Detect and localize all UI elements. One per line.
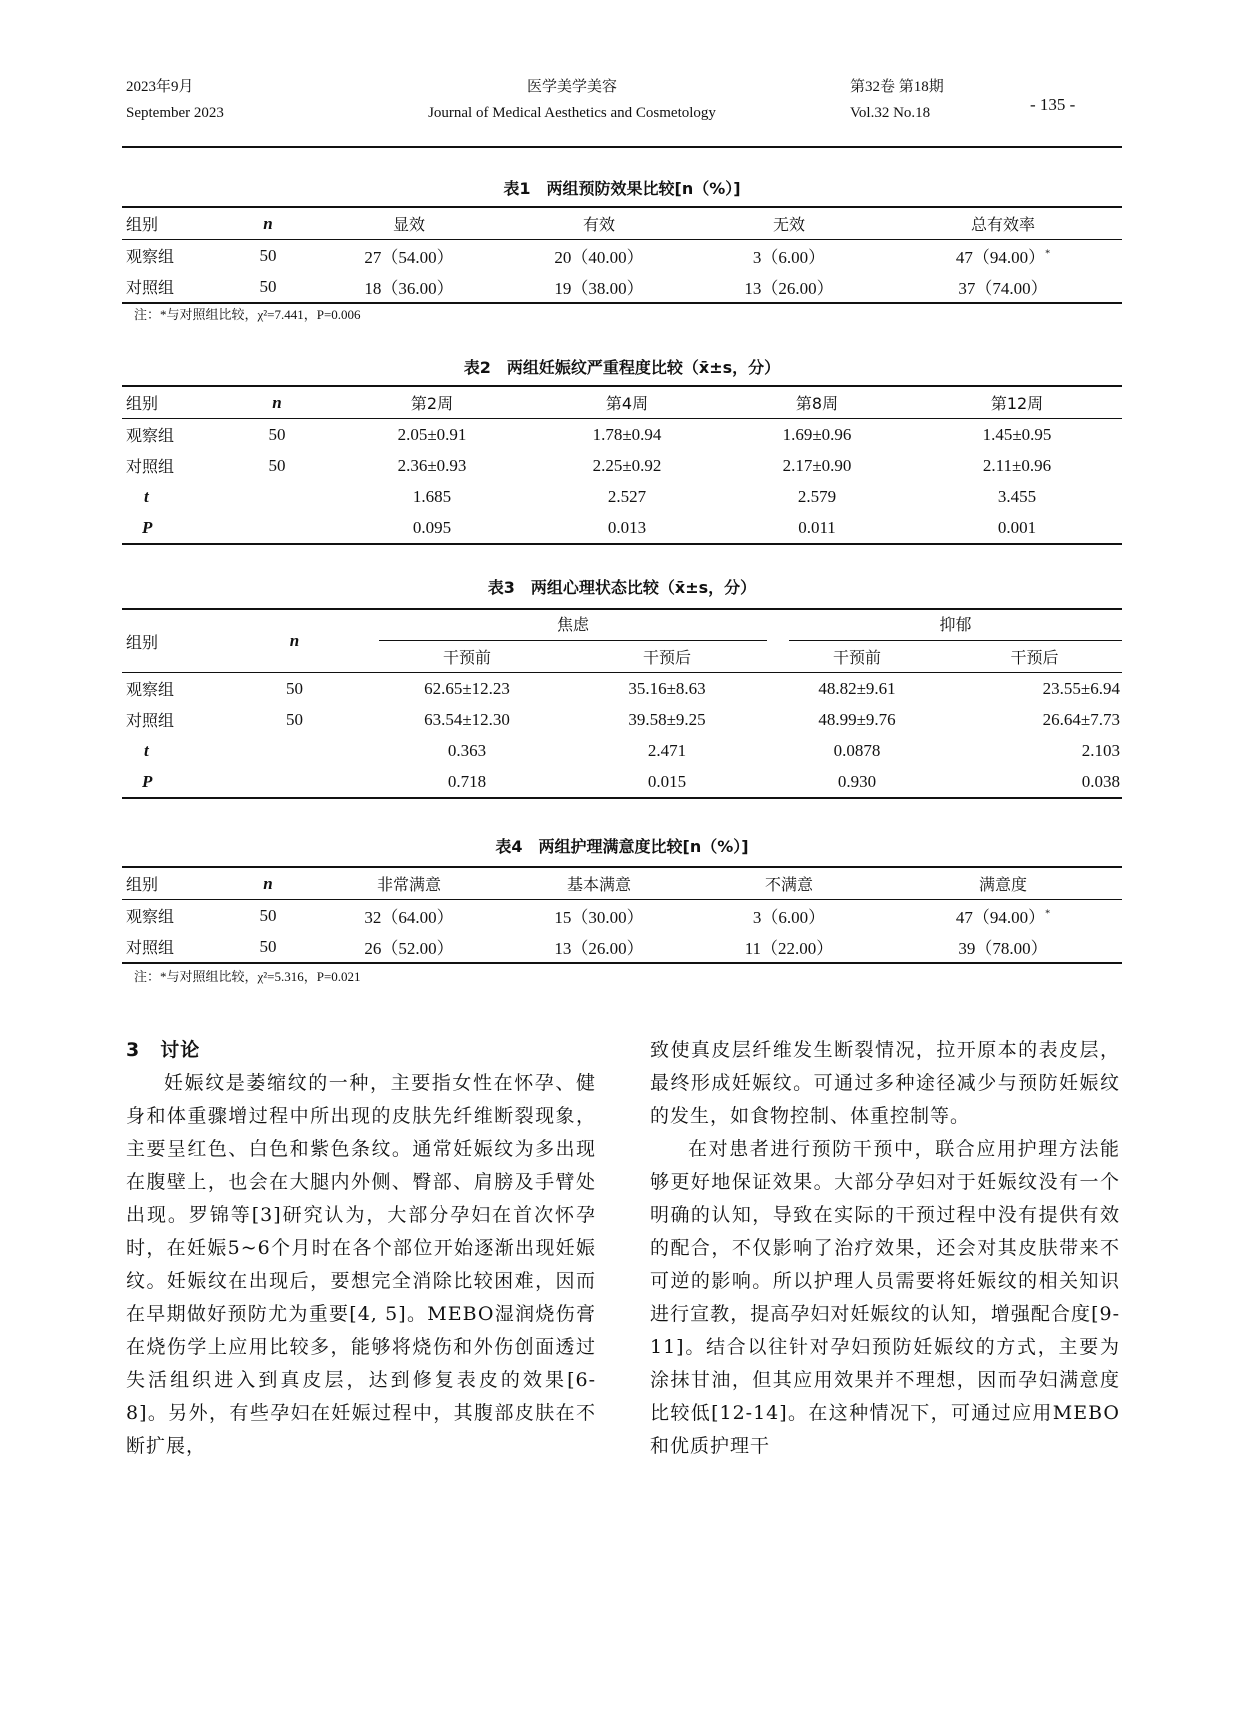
table-cell: P <box>122 512 222 544</box>
table-cell: 2.527 <box>607 486 647 506</box>
table-cell: 观察组 <box>126 247 175 266</box>
table-row <box>122 735 1122 766</box>
paragraph: 致使真皮层纤维发生断裂情况，拉开原本的表皮层，最终形成妊娠纹。可通过多种途径减少与预防妊娠纹的发生，如食物控制、体重控制等。 <box>650 1039 1120 1127</box>
table-cell: 0.930 <box>767 766 947 798</box>
header-journal-en: Journal of Medical Aesthetics and Cosmetology <box>428 105 716 121</box>
header-rule <box>122 146 1122 148</box>
significance-mark: * <box>1045 908 1051 920</box>
table4-header-row <box>122 867 1122 900</box>
table-cell <box>222 512 332 544</box>
table-row <box>122 271 1122 303</box>
table3-header-cell: 组别 <box>122 609 222 673</box>
table-cell: 48.99±9.76 <box>818 709 896 729</box>
table-cell: 对照组 <box>126 457 175 476</box>
table-row <box>122 704 1122 735</box>
table-cell: 3（6.00） <box>752 248 826 267</box>
table-cell: t <box>144 740 149 760</box>
table-cell: 观察组 <box>126 426 175 445</box>
table-cell: 18（36.00） <box>314 271 504 303</box>
header-volume <box>850 74 944 126</box>
table-cell: 50 <box>259 245 277 265</box>
table-cell: 32（64.00） <box>364 908 454 927</box>
section-heading: 3 讨论 <box>126 1039 201 1061</box>
table-cell: 2.17±0.90 <box>782 455 852 475</box>
table2-header-cell: 组别 <box>122 386 222 419</box>
table1-header-cell: 无效 <box>694 207 884 240</box>
table-cell: 26.64±7.73 <box>1042 709 1120 729</box>
table3-sub-header: 干预前 <box>767 641 947 673</box>
table1-caption: 表1 两组预防效果比较[n（%）] <box>503 179 741 198</box>
table-cell: 0.011 <box>722 512 912 544</box>
table-cell: 20（40.00） <box>554 248 644 267</box>
table-cell: 62.65±12.23 <box>424 678 510 698</box>
table-cell: 0.0878 <box>833 740 881 760</box>
table4-note: 注：*与对照组比较，χ²=5.316，P=0.021 <box>134 969 361 984</box>
table-cell: 1.69±0.96 <box>782 424 852 444</box>
significance-mark: * <box>1045 248 1051 260</box>
table-cell: 26（52.00） <box>314 931 504 963</box>
table-cell <box>222 481 332 512</box>
table-cell: 19（38.00） <box>504 271 694 303</box>
table-row <box>122 900 1122 932</box>
table-cell: 2.05±0.91 <box>397 424 467 444</box>
table-row <box>122 419 1122 451</box>
table-cell: 50 <box>222 931 314 963</box>
table3-group-header-row <box>122 609 1122 641</box>
table3-sub-header: 干预前 <box>367 641 567 673</box>
table-cell: 13（26.00） <box>694 271 884 303</box>
table-cell: 63.54±12.30 <box>424 709 510 729</box>
table-cell <box>222 766 367 798</box>
table-cell: 观察组 <box>126 907 175 926</box>
header-journal <box>372 74 772 126</box>
table3-group-depression <box>767 609 1122 641</box>
table-cell: 对照组 <box>122 271 222 303</box>
table-cell: 0.038 <box>947 766 1122 798</box>
table-cell: 1.78±0.94 <box>592 424 662 444</box>
table-cell: 3.455 <box>997 486 1037 506</box>
table-cell: 0.095 <box>332 512 532 544</box>
table2-header-cell: n <box>222 386 332 419</box>
right-column <box>650 1034 1120 1463</box>
running-header <box>122 74 1122 134</box>
table1-note: 注：*与对照组比较，χ²=7.441，P=0.006 <box>134 307 361 322</box>
table-cell: 35.16±8.63 <box>628 678 706 698</box>
table-cell: 对照组 <box>122 931 222 963</box>
table2-caption: 表2 两组妊娠纹严重程度比较（x̄±s，分） <box>463 358 781 377</box>
table-row <box>122 512 1122 544</box>
table4 <box>122 866 1122 964</box>
table1-header-cell: 组别 <box>122 207 222 240</box>
header-date-cn: 2023年9月 <box>126 79 194 95</box>
table-cell: 50 <box>268 455 286 475</box>
table-cell: 50 <box>259 905 277 925</box>
table-cell: 2.36±0.93 <box>397 455 467 475</box>
left-column <box>126 1034 596 1463</box>
table3-sub-header: 干预后 <box>567 641 767 673</box>
table3-caption: 表3 两组心理状态比较（x̄±s，分） <box>487 578 757 597</box>
table-row <box>122 481 1122 512</box>
table-cell: 对照组 <box>126 711 175 730</box>
table-cell: 2.25±0.92 <box>592 455 662 475</box>
table1-header-cell: 显效 <box>314 207 504 240</box>
table-cell: 48.82±9.61 <box>818 678 896 698</box>
table2-header-row <box>122 386 1122 419</box>
table-cell: 2.103 <box>1081 740 1120 760</box>
header-date <box>126 74 224 126</box>
table-cell: 47（94.00） <box>955 248 1046 267</box>
table1-header-cell: 总有效率 <box>884 207 1122 240</box>
table3 <box>122 608 1122 799</box>
table-cell: 50 <box>268 424 286 444</box>
table1 <box>122 206 1122 304</box>
table-cell: 0.718 <box>367 766 567 798</box>
table-cell: 50 <box>286 678 303 698</box>
table-cell-marked <box>884 900 1122 932</box>
table-cell: 2.579 <box>797 486 837 506</box>
table-cell: 11（22.00） <box>694 931 884 963</box>
table3-group-anxiety-label: 焦虑 <box>379 610 767 641</box>
table-cell: 27（54.00） <box>364 248 454 267</box>
table4-header-cell: 组别 <box>122 867 222 900</box>
table-cell: 0.363 <box>447 740 487 760</box>
table-cell: 37（74.00） <box>884 271 1122 303</box>
table-cell: 13（26.00） <box>504 931 694 963</box>
table2-header-cell: 第2周 <box>332 386 532 419</box>
table4-caption: 表4 两组护理满意度比较[n（%）] <box>495 837 749 856</box>
table-cell: 50 <box>222 271 314 303</box>
table3-sub-header: 干预后 <box>947 641 1122 673</box>
table-cell: 15（30.00） <box>554 908 644 927</box>
table4-header-cell: 不满意 <box>694 867 884 900</box>
table-cell: 39.58±9.25 <box>628 709 706 729</box>
table-row <box>122 766 1122 798</box>
table-row <box>122 673 1122 705</box>
table3-group-depression-label: 抑郁 <box>789 610 1122 641</box>
table3-header-cell: n <box>222 609 367 673</box>
table-cell: 1.685 <box>412 486 452 506</box>
table2-header-cell: 第4周 <box>532 386 722 419</box>
table-cell <box>222 735 367 766</box>
table4-header-cell: 基本满意 <box>504 867 694 900</box>
table-cell: 50 <box>286 709 303 729</box>
table-cell: 3（6.00） <box>752 908 826 927</box>
header-date-en: September 2023 <box>126 105 224 121</box>
table-cell: 2.11±0.96 <box>982 455 1052 475</box>
table-cell: P <box>122 766 222 798</box>
table4-header-cell: n <box>222 867 314 900</box>
header-volume-cn: 第32卷 第18期 <box>850 79 944 95</box>
table-row <box>122 931 1122 963</box>
page-number: - 135 - <box>1030 95 1076 114</box>
table-cell: 0.013 <box>532 512 722 544</box>
table2 <box>122 385 1122 545</box>
table4-header-cell: 非常满意 <box>314 867 504 900</box>
table1-header-cell: 有效 <box>504 207 694 240</box>
table-cell: 23.55±6.94 <box>1042 678 1120 698</box>
table2-header-cell: 第12周 <box>912 386 1122 419</box>
table-cell: t <box>144 486 149 506</box>
header-journal-cn: 医学美学美容 <box>526 79 617 95</box>
table-row <box>122 240 1122 272</box>
table-cell: 0.015 <box>567 766 767 798</box>
table-cell: 47（94.00） <box>955 908 1046 927</box>
table-cell: 0.001 <box>912 512 1122 544</box>
table2-header-cell: 第8周 <box>722 386 912 419</box>
table-cell-marked <box>884 240 1122 272</box>
paragraph: 妊娠纹是萎缩纹的一种，主要指女性在怀孕、健身和体重骤增过程中所出现的皮肤先纤维断裂现象，主要呈红色、白色和紫色条纹。通常妊娠纹为多出现在腹壁上，也会在大腿内外侧、臀部、肩膀及手臂处出现。罗锦等[3]研究认为，大部分孕妇在首次怀孕时，在妊娠5~6个月时在各个部位开始逐渐出现妊娠纹。妊娠纹在出现后，要想完全消除比较困难，因而在早期做好预防尤为重要[4, 5]。MEBO湿润烧伤膏在烧伤学上应用比较多，能够将烧伤和外伤创面透过失活组织进入到真皮层，达到修复表皮的效果[6-8]。另外，有些孕妇在妊娠过程中，其腹部皮肤在不断扩展， <box>126 1072 596 1457</box>
header-volume-en: Vol.32 No.18 <box>850 105 931 121</box>
table-cell: 1.45±0.95 <box>982 424 1052 444</box>
table-row <box>122 450 1122 481</box>
table4-header-cell: 满意度 <box>884 867 1122 900</box>
table-cell: 39（78.00） <box>884 931 1122 963</box>
table1-header-row <box>122 207 1122 240</box>
table1-header-cell: n <box>222 207 314 240</box>
paragraph: 在对患者进行预防干预中，联合应用护理方法能够更好地保证效果。大部分孕妇对于妊娠纹没有一个明确的认知，导致在实际的干预过程中没有提供有效的配合，不仅影响了治疗效果，还会对其皮肤带来不可逆的影响。所以护理人员需要将妊娠纹的相关知识进行宣教，提高孕妇对妊娠纹的认知，增强配合度[9-11]。结合以往针对孕妇预防妊娠纹的方式，主要为涂抹甘油，但其应用效果并不理想，因而孕妇满意度比较低[12-14]。在这种情况下，可通过应用MEBO和优质护理干 <box>650 1138 1120 1457</box>
table-cell: 观察组 <box>126 680 175 699</box>
table3-group-anxiety <box>367 609 767 641</box>
table-cell: 2.471 <box>647 740 687 760</box>
